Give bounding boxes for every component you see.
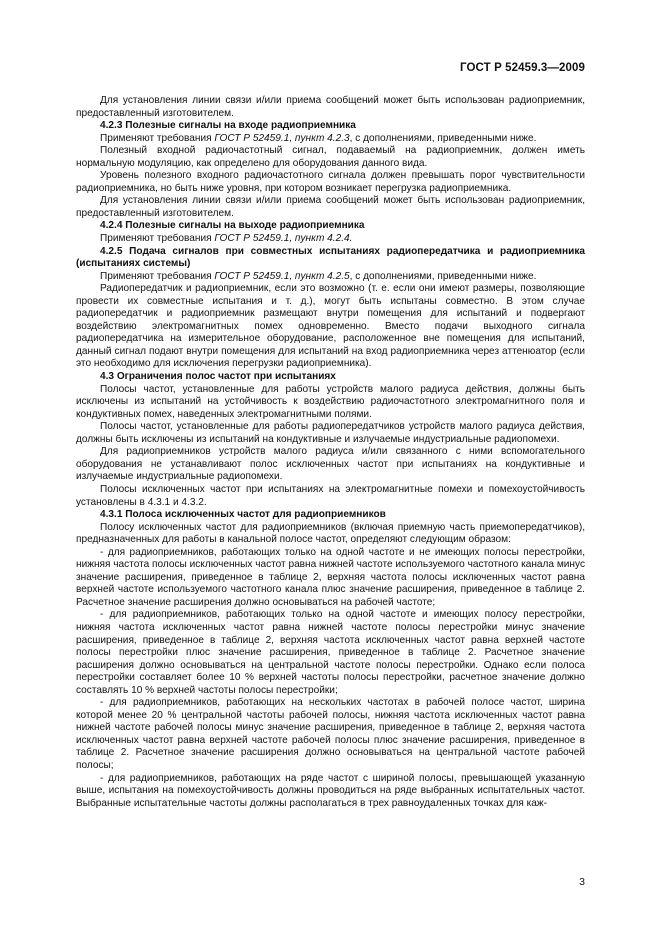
paragraph: Для радиоприемников устройств малого радиуса и/или связанного с ними вспомогательного оборудования не устанавливают полос исключенных частот при испытаниях на кондуктивные и излучаемые индустриальные радиопомехи.: [76, 446, 585, 483]
paragraph: Полосы частот, установленные для работы устройств малого радиуса действия, должны быть исключены из испытаний на устойчивость к воздействию радиочастотного электромагнитного поля и кондуктивных помех, наведенных электромагнитными полями.: [76, 383, 585, 420]
text: Применяют требования: [100, 270, 215, 282]
list-item: - для радиоприемников, работающих только на одной частоте и имеющих полосу перестройки, нижняя частота исключенных частот равна нижней частоте полосы перестройки минус значение расширения, приведенное в таблице 2, верхняя частота исключенных частот равна верхней частоте полосы перестройки плюс значение расширения, приведенное в таблице 2. Расчетное значение расширения должно основываться на центральной частоте полосы перестройки. Однако если полоса перестройки составляет более 10 % верхней частоты полосы перестройки, расчетное значение должно составлять 10 % верхней частоты полосы перестройки;: [76, 609, 585, 696]
section-heading-4-2-3: 4.2.3 Полезные сигналы на входе радиоприемника: [100, 120, 356, 132]
text: Применяют требования: [100, 233, 215, 245]
paragraph-requirement: [76, 271, 585, 284]
paragraph: Полосы исключенных частот при испытаниях на электромагнитные помехи и помехоустойчивость установлены в 4.3.1 и 4.3.2.: [76, 483, 585, 508]
paragraph: Полезный входной радиочастотный сигнал, подаваемый на радиоприемник, должен иметь нормальную модуляцию, как определено для оборудования данного вида.: [76, 145, 585, 169]
paragraph: Полосу исключенных частот для радиоприемников (включая приемную часть приемопередатчиков), предназначенных для работы в канальной полосе частот, определяют следующим образом:: [76, 521, 585, 546]
list-item: - для радиоприемников, работающих на нескольких частотах в рабочей полосе частот, ширина которой менее 20 % центральной частоты рабочей полосы, нижняя частота исключенных частот равна нижней частоте рабочей полосы минус значение расширения, приведенное в таблице 2, верхняя частота исключенных частот равна верхней частоте рабочей полосы плюс значение расширения, приведенное в таблице 2. Расчетное значение расширения должно основываться на центральной частоте рабочей полосы;: [76, 697, 585, 771]
paragraph-requirement: [76, 233, 585, 246]
standard-reference: ГОСТ Р 52459.1, пункт 4.2.3: [214, 132, 350, 144]
paragraph-requirement: [76, 133, 585, 146]
standard-reference: ГОСТ Р 52459.1, пункт 4.2.4.: [214, 233, 353, 245]
section-heading-4-2-4: 4.2.4 Полезные сигналы на выходе радиоприемника: [100, 220, 365, 232]
page-number: 3: [579, 876, 585, 888]
section-heading-4-2-5: 4.2.5 Подача сигналов при совместных испытаниях радиопередатчика и радиоприемника (испытаниях системы): [76, 245, 585, 270]
paragraph: Уровень полезного входного радиочастотного сигнала должен превышать порог чувствительности радиоприемника, но быть ниже уровня, при котором возникает перегрузка радиоприемника.: [76, 170, 585, 194]
text: Применяют требования: [100, 132, 215, 144]
list-item: - для радиоприемников, работающих только на одной частоте и не имеющих полосы перестройки, нижняя частота полосы исключенных частот равна нижней частоте используемого частотного канала минус значение расширения, приведенное в таблице 2, верхняя частота полосы исключенных частот равна верхней частоте используемого частотного канала плюс значение расширения, приведенное в таблице 2. Расчетное значение расширения должно основываться на рабочей частоте;: [76, 546, 585, 608]
section-heading-4-3-1: 4.3.1 Полоса исключенных частот для радиоприемников: [100, 509, 386, 521]
standard-header: ГОСТ Р 52459.3—2009: [460, 62, 585, 74]
document-body: [76, 95, 585, 810]
paragraph: Полосы частот, установленные для работы радиопередатчиков устройств малого радиуса действия, должны быть исключены из испытаний на кондуктивные и излучаемые индустриальные радиопомехи.: [76, 421, 585, 445]
text: , с дополнениями, приведенными ниже.: [349, 270, 537, 282]
section-heading-4-3: 4.3 Ограничения полос частот при испытаниях: [100, 371, 336, 383]
standard-reference: ГОСТ Р 52459.1, пункт 4.2.5: [214, 270, 350, 282]
paragraph: Радиопередатчик и радиоприемник, если это возможно (т. е. если они имеют размеры, позволяющие провести их совместные испытания и т. д.), могут быть испытаны совместно. В этом случае радиопередатчик и радиоприемник размещают внутри помещения для испытаний и подвергают воздействию электромагнитных помех одновременно. Вместо подачи выходного сигнала радиопередатчика на измерительное оборудование, расположенное вне помещения для испытаний, данный сигнал подают внутри помещения для испытаний на вход радиоприемника через аттенюатор (если это необходимо для исключения перегрузки радиоприемника).: [76, 283, 585, 370]
text: , с дополнениями, приведенными ниже.: [349, 132, 537, 144]
paragraph: Для установления линии связи и/или приема сообщений может быть использован радиоприемник, предоставленный изготовителем.: [76, 195, 585, 219]
list-item: - для радиоприемников, работающих на ряде частот с шириной полосы, превышающей указанную выше, испытания на помехоустойчивость должны проводиться на ряде выбранных испытательных частот. Выбранные испытательные частоты должны располагаться в трех равноудаленных точках для каж-: [76, 772, 585, 809]
paragraph: Для установления линии связи и/или приема сообщений может быть использован радиоприемник, предоставленный изготовителем.: [76, 95, 585, 119]
